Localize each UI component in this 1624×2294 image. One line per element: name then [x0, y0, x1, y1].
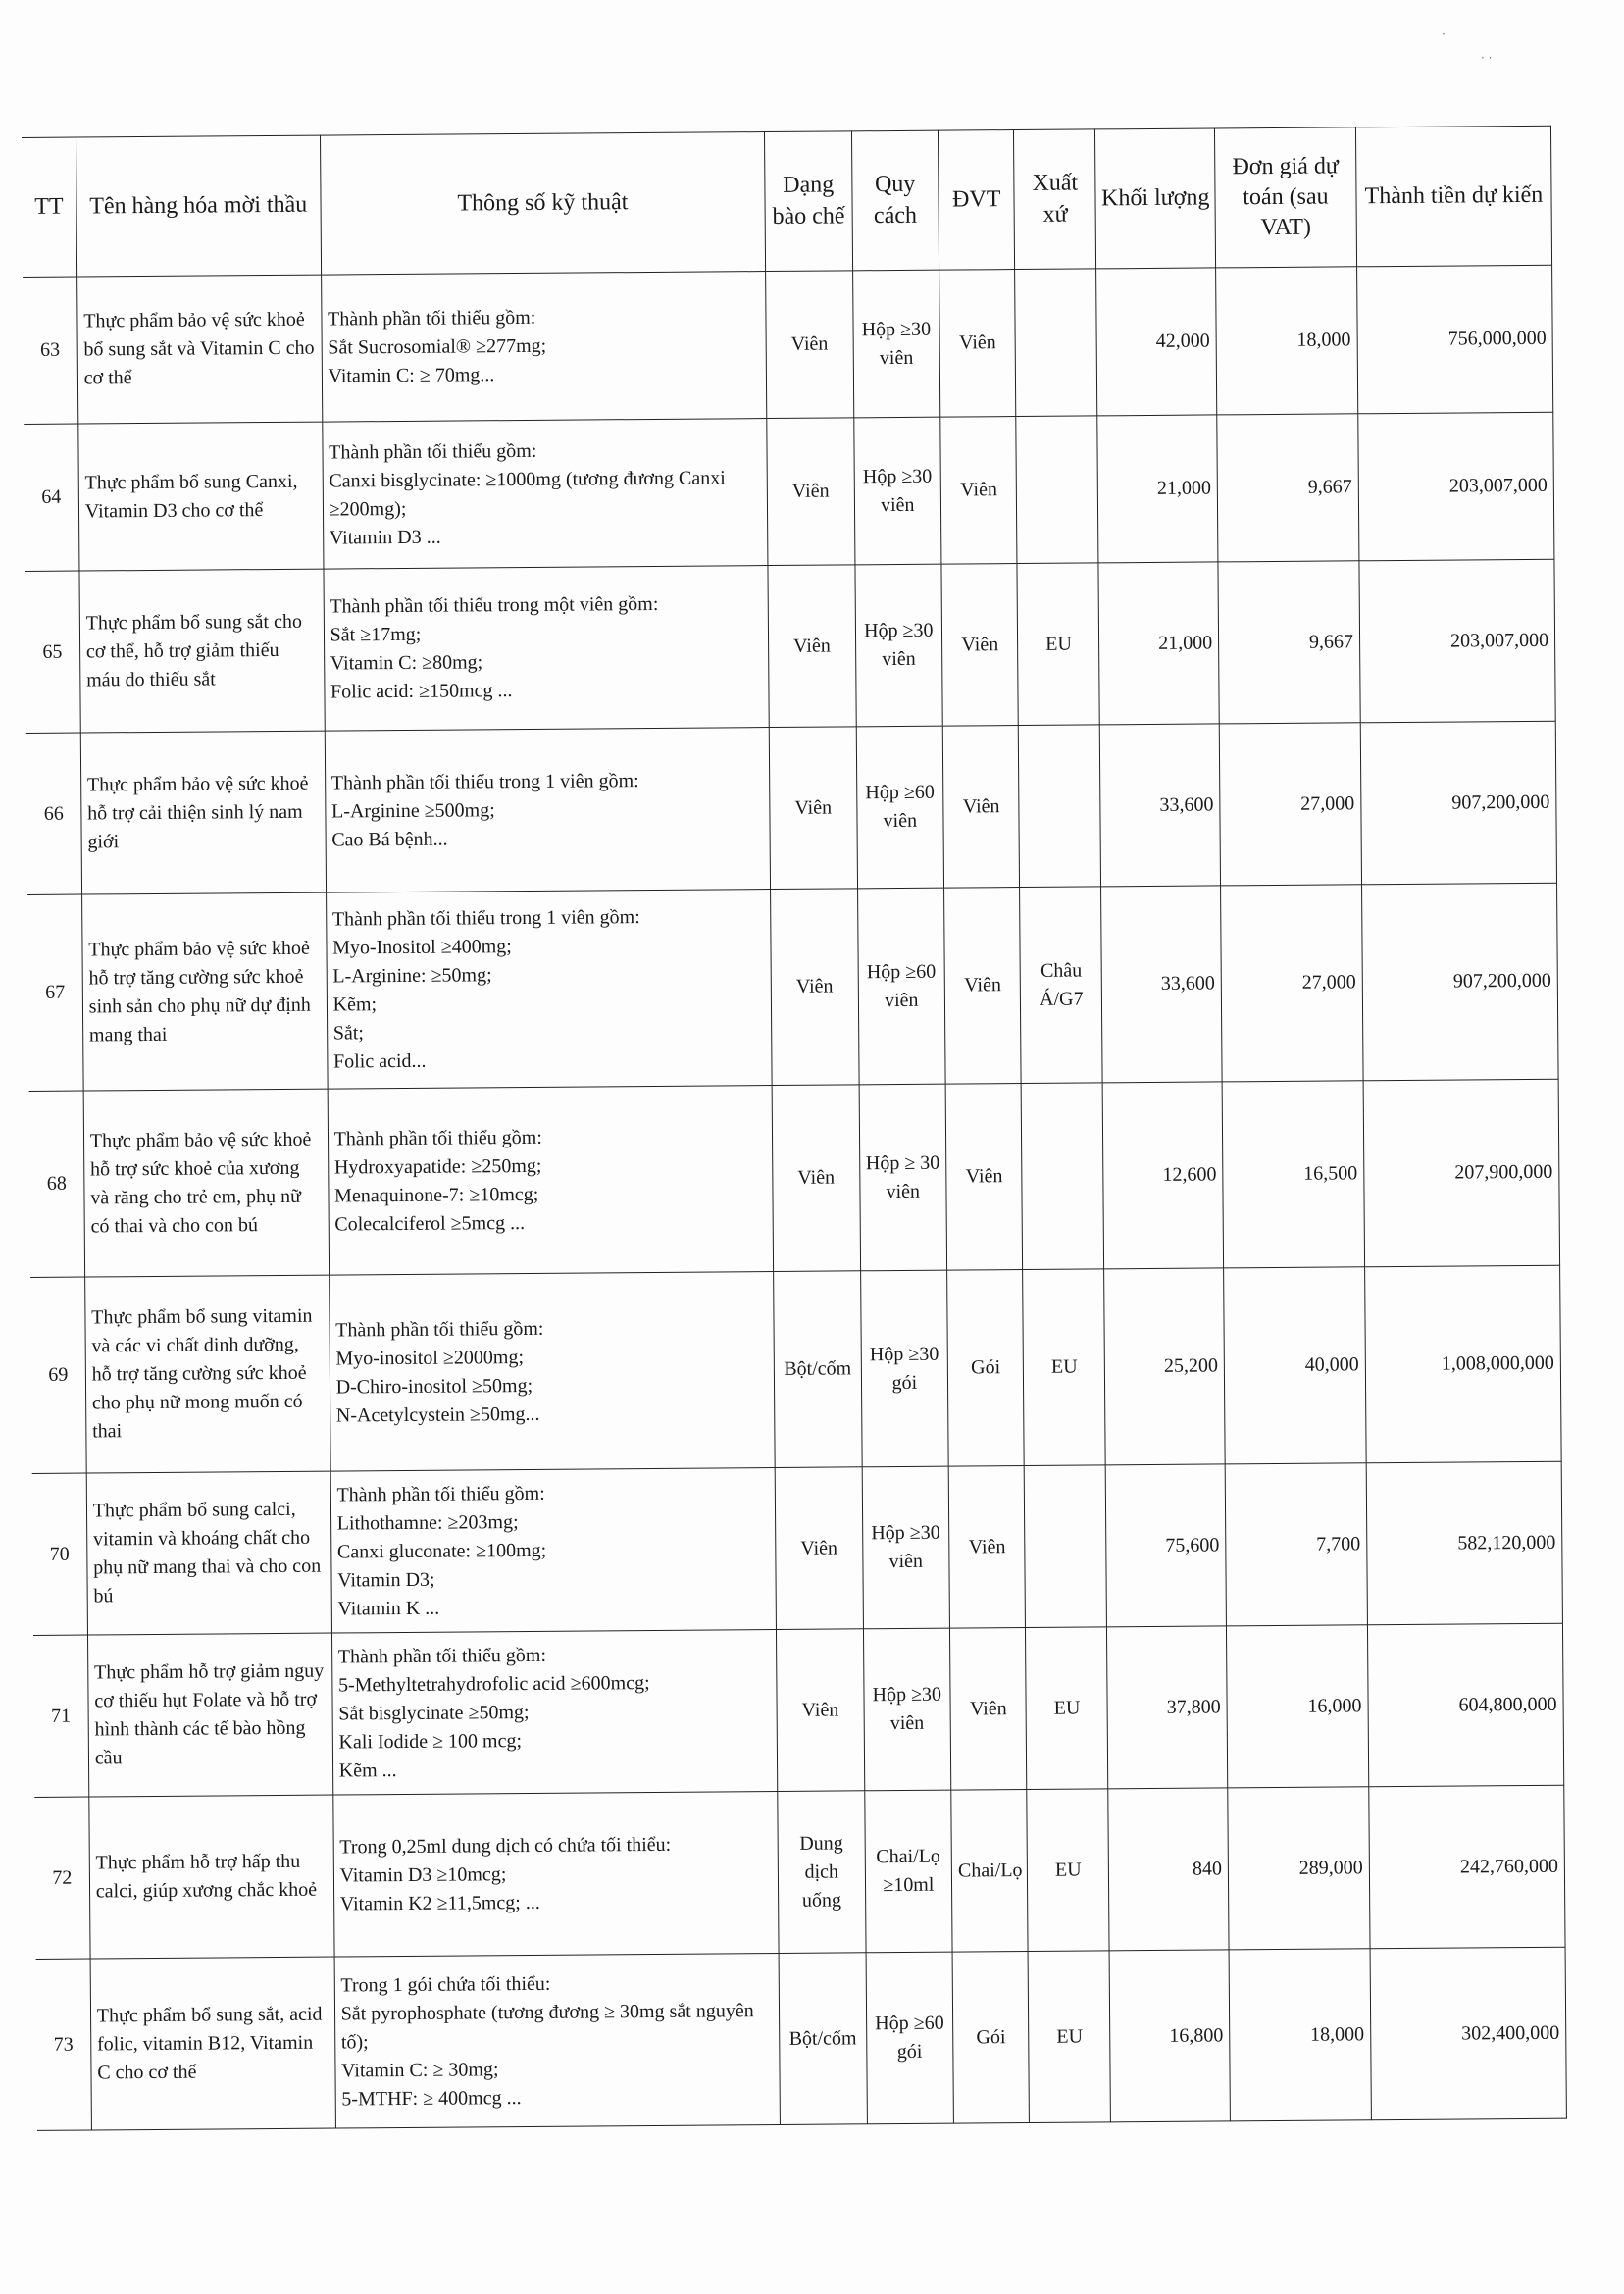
- spec-line: Canxi gluconate: ≥100mg;: [336, 1539, 547, 1563]
- quantity: 21,000: [1098, 562, 1219, 725]
- unit-price: 18,000: [1229, 1949, 1371, 2121]
- item-name: Thực phẩm bảo vệ sức khoẻ bổ sung sắt và Vitamin C cho cơ thể: [76, 275, 322, 424]
- unit: Gói: [947, 1270, 1025, 1467]
- unit-price: 16,500: [1222, 1081, 1364, 1268]
- unit: Gói: [952, 1951, 1030, 2123]
- origin: [1016, 416, 1098, 564]
- spec-line: Sắt ≥17mg;: [330, 623, 422, 646]
- total-amount: 907,200,000: [1360, 721, 1556, 885]
- row-number: 70: [32, 1473, 88, 1635]
- unit-price: 289,000: [1228, 1787, 1370, 1950]
- header-dosage-form: Dạng bào chế: [765, 131, 853, 272]
- spec-line: Kali Iodide ≥ 100 mcg;: [338, 1729, 523, 1754]
- packaging: Hộp ≥ 30 viên: [859, 1084, 947, 1271]
- unit-price: 9,667: [1218, 561, 1360, 724]
- packaging: Hộp ≥30 viên: [855, 564, 943, 727]
- unit: Chai/Lọ: [951, 1789, 1029, 1952]
- spec-line: Vitamin D3;: [337, 1568, 435, 1592]
- row-number: 68: [29, 1091, 85, 1277]
- header-item-name: Tên hàng hóa mời thầu: [76, 135, 321, 277]
- row-number: 69: [30, 1277, 86, 1473]
- spec-line: Myo-Inositol ≥400mg;: [332, 935, 512, 959]
- origin: [1015, 269, 1097, 417]
- packaging: Hộp ≥60 viên: [856, 726, 944, 889]
- spec-line: Myo-inositol ≥2000mg;: [335, 1346, 525, 1370]
- row-number: 65: [25, 571, 80, 733]
- spec-line: Folic acid...: [332, 1049, 427, 1073]
- row-number: 73: [36, 1959, 92, 2130]
- unit-price: 7,700: [1225, 1463, 1367, 1626]
- document-page: [22, 126, 1567, 2131]
- spec-line: D-Chiro-inositol ≥50mg;: [335, 1374, 533, 1399]
- row-number: 66: [26, 733, 82, 894]
- spec-line: Vitamin K2 ≥11,5mcg; ...: [339, 1891, 540, 1915]
- origin: EU: [1023, 1269, 1106, 1466]
- item-specification: [324, 566, 770, 732]
- spec-line: Thành phần tối thiểu gồm:: [328, 306, 536, 331]
- item-name: Thực phẩm bổ sung Canxi, Vitamin D3 cho cơ thể: [78, 422, 324, 571]
- packaging: Hộp ≥60 gói: [866, 1952, 954, 2124]
- spec-line: N-Acetylcystein ≥50mg...: [335, 1402, 540, 1427]
- quantity: 37,800: [1107, 1626, 1228, 1789]
- spec-line: Trong 0,25ml dung dịch có chứa tối thiểu:: [339, 1833, 672, 1859]
- unit: Viên: [939, 270, 1017, 418]
- unit: Viên: [941, 564, 1019, 727]
- header-packaging: Quy cách: [851, 130, 939, 271]
- item-specification: [326, 890, 772, 1090]
- spec-line: Thành phần tối thiểu gồm:: [333, 1126, 542, 1150]
- table-row: [26, 721, 1557, 894]
- item-name: Thực phẩm bảo vệ sức khoẻ hỗ trợ cải thiện sinh lý nam giới: [80, 731, 326, 894]
- spec-line: Vitamin K ...: [337, 1597, 440, 1620]
- origin: Châu Á/G7: [1020, 887, 1103, 1084]
- item-specification: [332, 1791, 779, 1957]
- unit: Viên: [944, 888, 1022, 1085]
- spec-line: Hydroxyapatide: ≥250mg;: [333, 1154, 542, 1179]
- dosage-form: Viên: [775, 1467, 863, 1630]
- item-name: Thực phẩm hỗ trợ hấp thu calci, giúp xương chắc khoẻ: [89, 1795, 334, 1959]
- table-row: [29, 1079, 1560, 1277]
- spec-line: Trong 1 gói chứa tối thiểu:: [340, 1972, 551, 1997]
- row-number: 64: [24, 424, 78, 571]
- scan-speck: · ·: [1481, 51, 1493, 65]
- spec-line: Thành phần tối thiểu trong 1 viên gồm:: [331, 905, 640, 931]
- packaging: Hộp ≥30 viên: [852, 270, 940, 418]
- table-row: [24, 412, 1554, 571]
- item-name: Thực phẩm hỗ trợ giảm nguy cơ thiếu hụt Folate và hỗ trợ hình thành các tế bào hồng cầu: [87, 1633, 332, 1797]
- dosage-form: Viên: [772, 1085, 860, 1272]
- bid-items-table: [22, 126, 1567, 2131]
- row-number: 71: [33, 1635, 89, 1797]
- unit-price: 40,000: [1224, 1267, 1366, 1464]
- spec-line: Thành phần tối thiểu trong 1 viên gồm:: [330, 769, 639, 794]
- dosage-form: Bột/cốm: [779, 1953, 867, 2125]
- header-tt: TT: [22, 137, 76, 277]
- dosage-form: Viên: [766, 271, 854, 419]
- item-specification: [329, 1272, 775, 1472]
- unit: Viên: [945, 1084, 1023, 1271]
- quantity: 12,600: [1103, 1082, 1224, 1269]
- unit-price: 18,000: [1216, 267, 1358, 415]
- header-unit: ĐVT: [939, 130, 1016, 271]
- item-specification: [331, 1630, 778, 1796]
- header-origin: Xuất xứ: [1014, 129, 1096, 270]
- spec-line: Thành phần tối thiểu gồm:: [336, 1482, 545, 1506]
- spec-line: L-Arginine ≥500mg;: [330, 798, 495, 823]
- packaging: Chai/Lọ ≥10ml: [864, 1790, 952, 1953]
- origin: [1022, 1083, 1104, 1270]
- packaging: Hộp ≥60 viên: [857, 888, 945, 1085]
- spec-line: Vitamin C: ≥80mg;: [330, 651, 483, 675]
- unit-price: 9,667: [1217, 414, 1359, 562]
- spec-line: Thành phần tối thiểu gồm:: [335, 1317, 544, 1342]
- unit: Viên: [942, 726, 1020, 889]
- spec-line: Sắt Sucrosomial® ≥277mg;: [328, 334, 547, 359]
- quantity: 42,000: [1096, 268, 1217, 416]
- total-amount: 1,008,000,000: [1364, 1265, 1561, 1463]
- quantity: 25,200: [1104, 1268, 1225, 1465]
- origin: EU: [1029, 1951, 1111, 2123]
- origin: [1025, 1465, 1107, 1628]
- item-specification: [325, 728, 771, 893]
- spec-line: Lithothamne: ≥203mg;: [336, 1510, 519, 1535]
- header-total: Thành tiền dự kiến: [1355, 126, 1551, 267]
- spec-line: Menaquinone-7: ≥10mcg;: [334, 1183, 539, 1207]
- dosage-form: Viên: [769, 727, 857, 890]
- spec-line: Kẽm ...: [338, 1759, 397, 1782]
- quantity: 840: [1108, 1788, 1229, 1951]
- total-amount: 203,007,000: [1359, 559, 1555, 723]
- scan-speck: ·: [1442, 27, 1446, 41]
- item-specification: [330, 1468, 777, 1634]
- unit: Viên: [940, 417, 1018, 565]
- unit: Viên: [948, 1466, 1026, 1629]
- spec-line: Vitamin C: ≥ 30mg;: [341, 2058, 499, 2081]
- spec-line: 5-Methyltetrahydrofolic acid ≥600mcg;: [337, 1671, 650, 1697]
- spec-line: Thành phần tối thiểu trong một viên gồm:: [330, 592, 659, 618]
- dosage-form: Bột/cốm: [774, 1271, 862, 1468]
- item-name: Thực phẩm bảo vệ sức khoẻ hỗ trợ tăng cường sức khoẻ sinh sản cho phụ nữ dự định mang thai: [81, 892, 327, 1091]
- quantity: 16,800: [1109, 1950, 1230, 2122]
- total-amount: 907,200,000: [1361, 883, 1558, 1081]
- quantity: 75,600: [1106, 1464, 1227, 1627]
- dosage-form: Viên: [768, 565, 856, 728]
- item-name: Thực phẩm bổ sung vitamin và các vi chất dinh dưỡng, hỗ trợ tăng cường sức khoẻ cho phụ nữ mong muốn có thai: [84, 1275, 330, 1473]
- row-number: 63: [23, 277, 77, 424]
- spec-line: Sắt bisglycinate ≥50mg;: [338, 1701, 530, 1725]
- header-unit-price: Đơn giá dự toán (sau VAT): [1215, 127, 1357, 268]
- table-body: [23, 265, 1566, 2130]
- item-specification: [334, 1953, 781, 2128]
- packaging: Hộp ≥30 gói: [860, 1270, 948, 1467]
- table-row: [27, 883, 1558, 1091]
- total-amount: 604,800,000: [1367, 1623, 1563, 1787]
- packaging: Hộp ≥30 viên: [853, 417, 941, 565]
- table-row: [23, 265, 1553, 424]
- origin: EU: [1026, 1627, 1108, 1790]
- packaging: Hộp ≥30 viên: [862, 1466, 950, 1629]
- row-number: 67: [27, 894, 83, 1091]
- dosage-form: Viên: [767, 418, 855, 566]
- packaging: Hộp ≥30 viên: [863, 1628, 951, 1791]
- spec-line: Cao Bá bệnh...: [331, 828, 448, 851]
- spec-line: Canxi bisglycinate: ≥1000mg (tương đương Canxi ≥200mg);: [329, 466, 726, 521]
- spec-line: Folic acid: ≥150mcg ...: [330, 680, 513, 703]
- dosage-form: Viên: [777, 1629, 865, 1792]
- spec-line: Thành phần tối thiểu gồm:: [329, 439, 537, 464]
- item-specification: [321, 272, 767, 423]
- spec-line: Sắt;: [332, 1021, 365, 1045]
- quantity: 21,000: [1097, 415, 1218, 563]
- table-row: [30, 1265, 1561, 1473]
- table-row: [36, 1947, 1567, 2130]
- table-header-row: [22, 126, 1552, 277]
- quantity: 33,600: [1101, 886, 1222, 1083]
- spec-line: Sắt pyrophosphate (tương đương ≥ 30mg sắt nguyên tố);: [340, 1999, 754, 2053]
- origin: EU: [1027, 1789, 1109, 1952]
- spec-line: Vitamin D3 ...: [329, 526, 441, 549]
- table-row: [25, 559, 1555, 733]
- spec-line: L-Arginine: ≥50mg;: [332, 963, 492, 988]
- header-quantity: Khối lượng: [1095, 128, 1216, 269]
- unit-price: 16,000: [1227, 1625, 1369, 1788]
- spec-line: Vitamin C: ≥ 70mg...: [328, 364, 495, 387]
- origin: [1019, 725, 1101, 888]
- unit-price: 27,000: [1219, 723, 1361, 886]
- header-specification: Thông số kỹ thuật: [320, 132, 766, 276]
- table-row: [32, 1461, 1563, 1635]
- total-amount: 756,000,000: [1356, 265, 1552, 414]
- spec-line: Thành phần tối thiểu gồm:: [337, 1644, 547, 1668]
- total-amount: 207,900,000: [1363, 1079, 1560, 1267]
- item-name: Thực phẩm bổ sung sắt, acid folic, vitamin B12, Vitamin C cho cơ thể: [90, 1957, 335, 2130]
- table-row: [33, 1623, 1564, 1797]
- origin: EU: [1017, 563, 1099, 726]
- unit: Viên: [950, 1628, 1028, 1791]
- item-specification: [322, 419, 768, 570]
- table-row: [34, 1785, 1565, 1959]
- item-specification: [328, 1086, 774, 1276]
- total-amount: 302,400,000: [1370, 1947, 1567, 2120]
- item-name: Thực phẩm bổ sung sắt cho cơ thể, hỗ trợ giảm thiếu máu do thiếu sắt: [79, 569, 325, 733]
- dosage-form: Dung dịch uống: [778, 1791, 866, 1954]
- total-amount: 582,120,000: [1366, 1461, 1562, 1625]
- item-name: Thực phẩm bổ sung calci, vitamin và khoáng chất cho phụ nữ mang thai và cho con bú: [86, 1471, 331, 1635]
- total-amount: 242,760,000: [1369, 1785, 1565, 1949]
- total-amount: 203,007,000: [1358, 412, 1554, 561]
- item-name: Thực phẩm bảo vệ sức khoẻ hỗ trợ sức khoẻ của xương và răng cho trẻ em, phụ nữ có thai và cho con bú: [83, 1089, 329, 1277]
- spec-line: 5-MTHF: ≥ 400mcg ...: [341, 2086, 522, 2110]
- spec-line: Vitamin D3 ≥10mcg;: [339, 1862, 507, 1887]
- spec-line: Colecalciferol ≥5mcg ...: [334, 1211, 526, 1236]
- unit-price: 27,000: [1221, 885, 1363, 1082]
- dosage-form: Viên: [771, 889, 859, 1086]
- row-number: 72: [34, 1797, 90, 1959]
- quantity: 33,600: [1100, 724, 1221, 887]
- spec-line: Kẽm;: [332, 993, 378, 1016]
